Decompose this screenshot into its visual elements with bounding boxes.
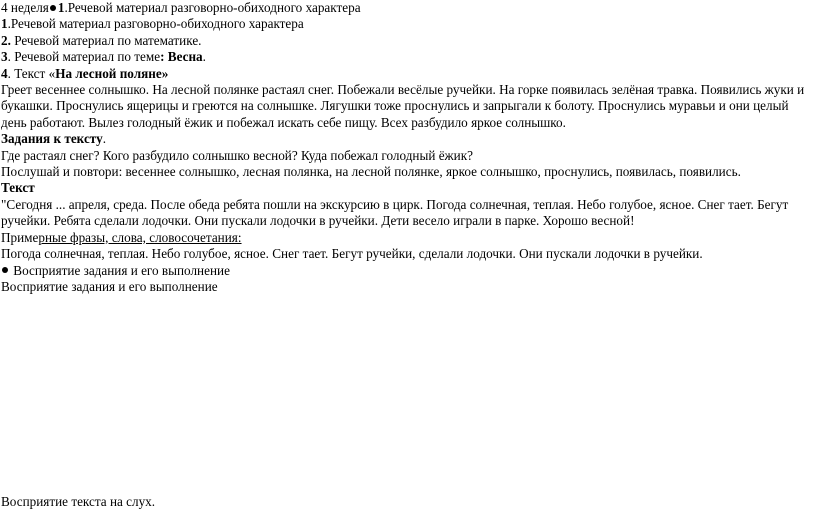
bullet-icon bbox=[50, 5, 56, 11]
bullet-icon bbox=[2, 267, 8, 273]
item-3-end: . bbox=[202, 49, 206, 65]
item-4-title: На лесной поляне» bbox=[55, 65, 169, 81]
header-number: 1 bbox=[57, 0, 65, 15]
item-2-text: Речевой материал по математике. bbox=[10, 32, 202, 48]
item-1-number: 1 bbox=[1, 16, 8, 32]
item-3-topic: : Весна bbox=[160, 49, 203, 65]
phrases-label-plain: Приме bbox=[1, 229, 39, 245]
item-4-text: . Текст « bbox=[7, 65, 56, 81]
item-3 bbox=[1, 49, 813, 65]
perception-line-1 bbox=[1, 263, 813, 279]
tasks-heading-end: . bbox=[102, 131, 106, 147]
item-1-text: .Речевой материал разговорно-обиходного характера bbox=[7, 16, 304, 32]
phrases-label bbox=[1, 230, 813, 246]
story-text: Греет весеннее солнышко. На лесной полянке растаял снег. Побежали весёлые ручейки. На горке появилась зелёная травка. Появились жуки и букашки. Проснулись ящерицы и греются на солнышке. Лягушки тоже проснулись и запрыгали к болоту. Проснулись муравьи и они целый день работают. Вылез голодный ёжик и побежал искать себе пищу. Всех разбудило яркое солнышко. bbox=[1, 82, 805, 130]
item-4-number: 4 bbox=[1, 65, 8, 81]
tasks-questions: Где растаял снег? Кого разбудило солнышко весной? Куда побежал голодный ёжик? bbox=[1, 147, 473, 163]
footer-text: Восприятие текста на слух. bbox=[1, 494, 156, 509]
document-page bbox=[1, 0, 813, 295]
item-2 bbox=[1, 33, 813, 49]
perception-text-1: Восприятие задания и его выполнение bbox=[10, 262, 230, 278]
item-3-number: 3 bbox=[1, 49, 8, 65]
tasks-heading: Задания к тексту bbox=[1, 131, 103, 147]
phrases-body: Погода солнечная, теплая. Небо голубое, ясное. Снег тает. Бегут ручейки, сделали лодочки. Они пускали лодочки в ручейки. bbox=[1, 246, 703, 262]
listen-repeat: Послушай и повтори: весеннее солнышко, лесная полянка, на лесной полянке, яркое солнышко, проснулись, появилась, появились. bbox=[1, 164, 741, 180]
text2-body: "Сегодня ... апреля, среда. После обеда ребята пошли на экскурсию в цирк. Погода солнечная, теплая. Небо голубое, ясное. Снег тает. Бегут ручейки. Ребята сделали лодочки. Они пускали лодочки в ручейки. Дети весело играли в парке. Хорошо весной! bbox=[1, 196, 789, 229]
perception-line-2: Восприятие задания и его выполнение bbox=[1, 278, 218, 294]
item-3-text: . Речевой материал по теме bbox=[7, 49, 161, 65]
phrases-label-underlined: рные фразы, слова, словосочетания: bbox=[38, 229, 242, 245]
item-1 bbox=[1, 16, 813, 32]
week-label: 4 неделя bbox=[1, 0, 49, 15]
tasks-heading-line bbox=[1, 131, 813, 147]
header-line bbox=[1, 0, 813, 16]
text2-heading: Текст bbox=[1, 180, 35, 196]
item-4 bbox=[1, 66, 813, 82]
header-title: .Речевой материал разговорно-обиходного характера bbox=[64, 0, 361, 15]
item-2-number: 2. bbox=[1, 32, 11, 48]
